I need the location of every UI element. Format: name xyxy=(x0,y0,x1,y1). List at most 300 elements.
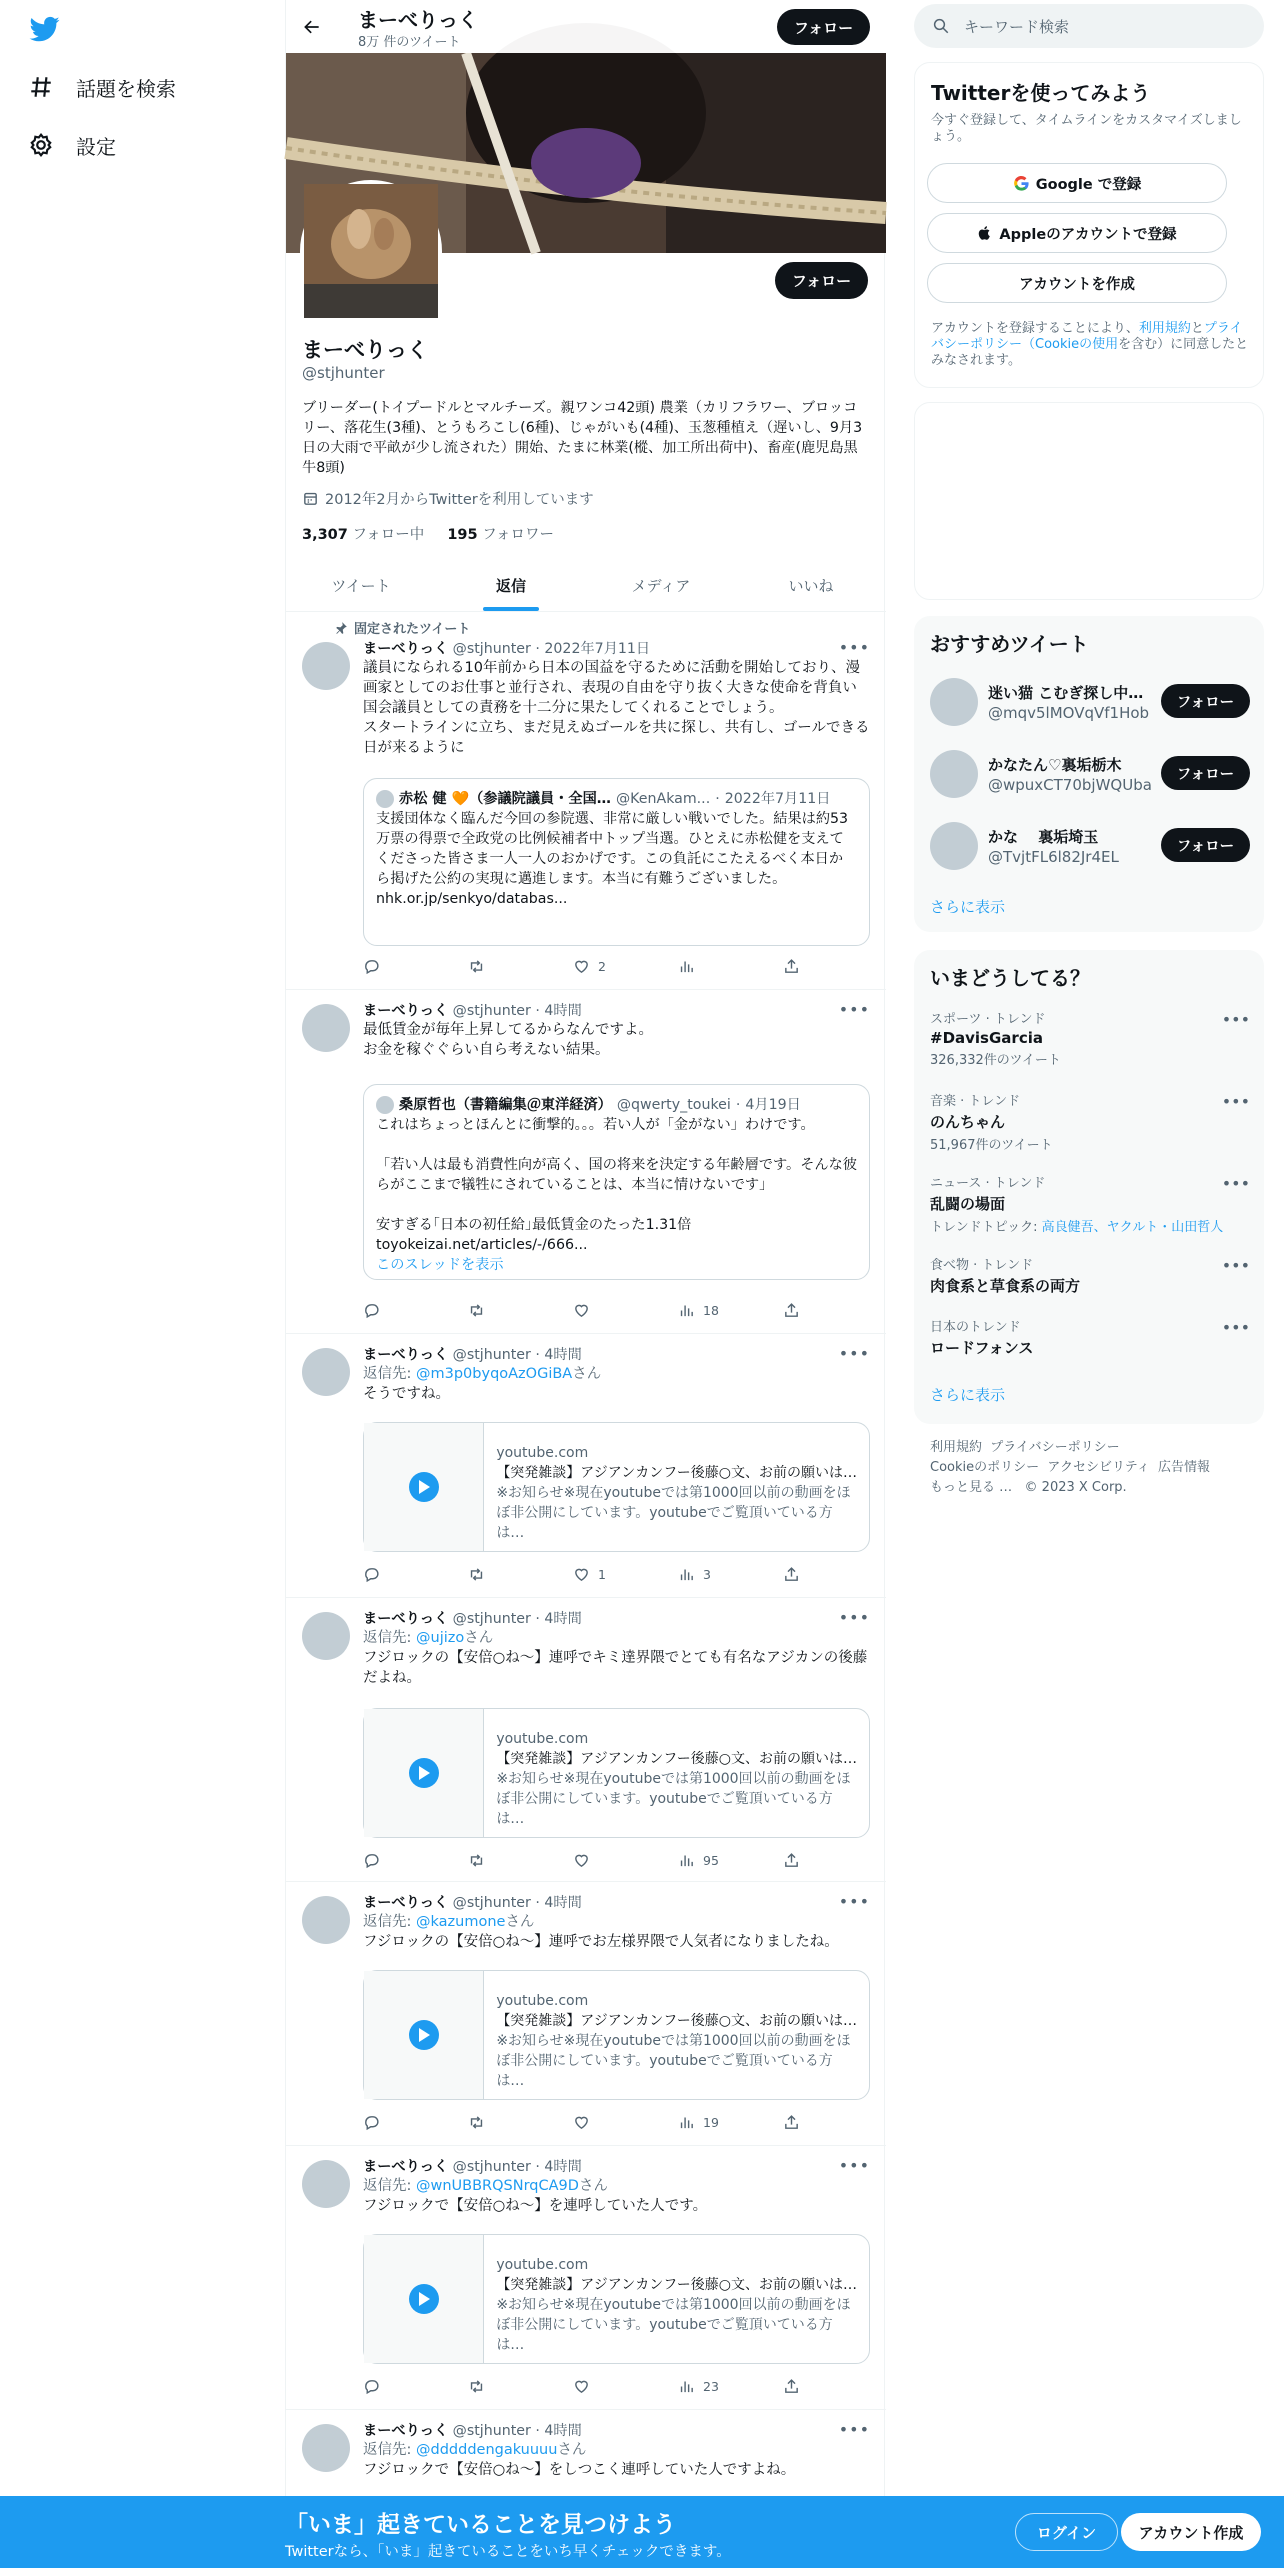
signup-title: Twitterを使ってみよう xyxy=(931,81,1151,105)
quote-handle: @KenAkam... xyxy=(615,791,711,807)
author-name[interactable]: まーべりっく xyxy=(363,1003,449,1019)
views-count: 19 xyxy=(703,2114,719,2130)
quote-avatar xyxy=(376,1096,394,1114)
card-title: 【突発雑談】アジアンカンフー後藤○文、お前の願いは… xyxy=(496,1465,857,1481)
share-button[interactable] xyxy=(783,2112,803,2132)
reply-icon xyxy=(363,2114,380,2131)
quote-tweet[interactable]: 桑原哲也（書籍編集＠東洋経済） @qwerty_toukei · 4月19日 これはちょっとほんとに衝撃的。。。若い人が「金がない」わけです。 「若い人は最も消費性向が高く、国の将来を決定する年齢層です。そんな彼らがここまで犠牲にされていることは、本当に情けないです」 安すぎる｢日本の初任給｣最低賃金のたった1.31倍 toyokeizai.net/articles/-/666... このスレッドを表示 xyxy=(363,1084,870,1280)
nav-explore[interactable] xyxy=(28,67,176,107)
card-domain: youtube.com xyxy=(496,1731,589,1747)
more-icon[interactable]: ••• xyxy=(1221,1174,1250,1193)
card-description: ※お知らせ※現在youtubeでは第1000回以前の動画をほぼ非公開にしています。youtubeでご覧頂いている方は… xyxy=(496,1771,851,1827)
more-icon[interactable]: ••• xyxy=(838,1000,870,1019)
trend-name: #DavisGarcia xyxy=(930,1029,1043,1047)
nav-settings-label: 設定 xyxy=(76,134,116,159)
avatar[interactable] xyxy=(302,642,350,690)
heart-icon xyxy=(573,2378,590,2395)
retweet-button[interactable] xyxy=(468,2112,548,2132)
trend-topics xyxy=(930,1216,1250,1235)
trend-item[interactable] xyxy=(930,1316,1250,1358)
reply-suffix: さん xyxy=(578,2178,608,2194)
heart-icon xyxy=(573,1302,590,1319)
tweet-text: フジロックで【安倍○ね〜】を連呼していた人です。 xyxy=(363,2198,708,2214)
terms-mid: と xyxy=(1190,321,1204,336)
views-button[interactable] xyxy=(678,1850,758,1870)
gear-icon xyxy=(28,132,54,158)
views-count: 23 xyxy=(703,2378,719,2394)
retweet-button[interactable] xyxy=(468,956,548,976)
tab-replies[interactable]: 返信 xyxy=(436,560,586,611)
author-name[interactable]: まーべりっく xyxy=(363,1611,449,1627)
retweet-button[interactable] xyxy=(468,2376,548,2396)
retweet-icon xyxy=(468,1852,485,1869)
tab-likes[interactable]: いいね xyxy=(788,577,834,595)
signup-button[interactable]: アカウント作成 xyxy=(1121,2513,1261,2551)
trend-name: 乱闘の場面 xyxy=(930,1195,1006,1213)
card-thumbnail xyxy=(364,1423,484,1551)
main-column xyxy=(285,0,885,2568)
retweet-icon xyxy=(468,2114,485,2131)
author-handle[interactable]: @stjhunter xyxy=(452,2159,531,2175)
reply-to-link[interactable]: @kazumone xyxy=(416,1914,506,1930)
follow-button[interactable]: フォロー xyxy=(1161,756,1250,790)
profile-follow-button[interactable]: フォロー xyxy=(775,262,868,299)
reply-to-line xyxy=(363,1628,870,1648)
views-button[interactable] xyxy=(678,1300,758,1320)
play-icon xyxy=(409,2020,439,2050)
author-handle[interactable]: @stjhunter xyxy=(452,1003,531,1019)
profile-handle: @stjhunter xyxy=(302,364,385,382)
share-button[interactable] xyxy=(783,1564,803,1584)
quote-link[interactable]: toyokeizai.net/articles/-/666... xyxy=(376,1237,588,1253)
like-button[interactable] xyxy=(573,2376,653,2396)
card-description: ※お知らせ※現在youtubeでは第1000回以前の動画をほぼ非公開にしています。youtubeでご覧頂いている方は… xyxy=(496,1485,851,1541)
create-account-button[interactable] xyxy=(927,263,1227,303)
tweet-time[interactable]: 4時間 xyxy=(544,2159,582,2175)
reply-to-line xyxy=(363,2440,870,2460)
views-count: 18 xyxy=(703,1302,719,1318)
card-domain: youtube.com xyxy=(496,1445,589,1461)
avatar[interactable] xyxy=(930,822,978,870)
reply-to-link[interactable]: @m3p0byqoAzOGiBA xyxy=(416,1366,573,1382)
trend-name: のんちゃん xyxy=(930,1113,1006,1131)
create-account-label: アカウントを作成 xyxy=(1019,276,1135,293)
heart-icon xyxy=(573,958,590,975)
suggested-user[interactable] xyxy=(930,818,1250,874)
profile-header-bar xyxy=(286,0,886,53)
retweet-button[interactable] xyxy=(468,1564,548,1584)
share-button[interactable] xyxy=(783,1300,803,1320)
footer-copyright: © 2023 X Corp. xyxy=(1024,1480,1127,1495)
google-icon xyxy=(1013,175,1030,192)
more-icon[interactable]: ••• xyxy=(838,1892,870,1911)
avatar[interactable] xyxy=(302,1348,350,1396)
more-icon[interactable]: ••• xyxy=(838,1608,870,1627)
author-handle[interactable]: @stjhunter xyxy=(452,1347,531,1363)
trend-item[interactable] xyxy=(930,1254,1250,1296)
more-icon[interactable]: ••• xyxy=(1221,1318,1250,1337)
signup-terms xyxy=(931,321,1251,369)
google-signup-button[interactable] xyxy=(927,163,1227,203)
following-label: フォロー中 xyxy=(352,527,425,543)
suggested-user[interactable] xyxy=(930,674,1250,730)
link-card[interactable] xyxy=(363,1422,870,1552)
recommended-box xyxy=(914,616,1264,932)
follow-button[interactable]: フォロー xyxy=(1161,684,1250,718)
tweet-header: まーべりっく @stjhunter · 4時間 xyxy=(363,1895,582,1911)
quote-link[interactable]: nhk.or.jp/senkyo/databas... xyxy=(376,891,568,907)
suggested-name: 迷い猫 こむぎ探し中… xyxy=(988,684,1144,702)
views-icon xyxy=(678,1302,695,1319)
tweet-actions xyxy=(363,2112,803,2132)
quote-author: 桑原哲也（書籍編集＠東洋経済） xyxy=(399,1097,612,1113)
suggested-handle: @wpuxCT70bjWQUba xyxy=(988,776,1152,794)
tweet[interactable] xyxy=(286,1882,886,2146)
nav-explore-label: 話題を検索 xyxy=(76,76,176,101)
views-button[interactable] xyxy=(678,956,758,976)
apple-icon xyxy=(977,225,993,241)
following-link[interactable] xyxy=(302,527,424,543)
trends-show-more[interactable]: さらに表示 xyxy=(930,1386,1006,1404)
footer-links xyxy=(930,1438,1250,1498)
card-description: ※お知らせ※現在youtubeでは第1000回以前の動画をほぼ非公開にしています。youtubeでご覧頂いている方は… xyxy=(496,2033,851,2089)
views-button[interactable] xyxy=(678,2112,758,2132)
apple-signup-button[interactable] xyxy=(927,213,1227,253)
reply-to-link[interactable]: @wnUBBRQSNrqCA9D xyxy=(416,2178,579,2194)
share-icon xyxy=(783,1566,800,1583)
author-handle[interactable]: @stjhunter xyxy=(452,641,531,657)
reply-button[interactable] xyxy=(363,2376,443,2396)
share-button[interactable] xyxy=(783,956,803,976)
reply-icon xyxy=(363,2378,380,2395)
card-title: 【突発雑談】アジアンカンフー後藤○文、お前の願いは… xyxy=(496,2013,857,2029)
trends-title: いまどうしてる？ xyxy=(930,966,1090,990)
views-button[interactable] xyxy=(678,1564,758,1584)
twitter-logo-icon[interactable] xyxy=(28,14,62,44)
like-count: 1 xyxy=(598,1566,606,1582)
tweet-time[interactable]: 4時間 xyxy=(544,1003,582,1019)
share-icon xyxy=(783,958,800,975)
suggested-handle: @TvjtFL6l82Jr4EL xyxy=(988,848,1119,866)
card-thumbnail xyxy=(364,1971,484,2099)
views-icon xyxy=(678,1566,695,1583)
quote-text: これはちょっとほんとに衝撃的。。。若い人が「金がない」わけです。 「若い人は最も消費性向が高く、国の将来を決定する年齢層です。そんな彼らがここまで犠牲にされていることは、本当に情けないです」 安すぎる｢日本の初任給｣最低賃金のたった1.31倍 xyxy=(376,1117,857,1233)
trend-name: 肉食系と草食系の両方 xyxy=(930,1277,1081,1295)
card-title: 【突発雑談】アジアンカンフー後藤○文、お前の願いは… xyxy=(496,1751,857,1767)
reply-suffix: さん xyxy=(464,1630,494,1646)
suggested-name: かなたん♡裏垢栃木 xyxy=(988,756,1122,774)
reply-to-link[interactable]: @ujizo xyxy=(416,1630,465,1646)
views-count: 3 xyxy=(703,1566,711,1582)
header-tweet-count: 8万 件のツイート xyxy=(358,35,461,50)
suggested-user[interactable] xyxy=(930,746,1250,802)
heart-icon xyxy=(573,2114,590,2131)
link-card[interactable] xyxy=(363,2234,870,2364)
author-handle[interactable]: @stjhunter xyxy=(452,1895,531,1911)
more-icon[interactable]: ••• xyxy=(838,2420,870,2439)
followers-link[interactable] xyxy=(447,527,554,543)
tweet-actions xyxy=(363,1850,803,1870)
trend-item[interactable] xyxy=(930,1008,1250,1068)
profile-stats xyxy=(302,523,554,544)
tweet-header: まーべりっく @stjhunter · 4時間 xyxy=(363,1347,582,1363)
share-icon xyxy=(783,2378,800,2395)
tweet[interactable] xyxy=(286,1598,886,1882)
author-name[interactable]: まーべりっく xyxy=(363,2423,449,2439)
bottom-signup-bar xyxy=(0,2496,1284,2568)
views-button[interactable] xyxy=(678,2376,758,2396)
reply-icon xyxy=(363,1852,380,1869)
share-button[interactable] xyxy=(783,1850,803,1870)
reply-to-line xyxy=(363,1912,870,1932)
profile-joined xyxy=(302,488,594,509)
reply-button[interactable] xyxy=(363,1850,443,1870)
card-title: 【突発雑談】アジアンカンフー後藤○文、お前の願いは… xyxy=(496,2277,857,2293)
tweet-text: 議員になられる10年前から日本の国益を守るために活動を開始しており、漫画家としてのお仕事と並行され、表現の自由を守り抜く大きな使命を背負い国会議員としての責務を十二分に果たしてくれることでしょう。 スタートラインに立ち、まだ見えぬゴールを共に探し、共有し、ゴールできる日が来るように xyxy=(363,660,870,756)
share-icon xyxy=(783,1852,800,1869)
share-button[interactable] xyxy=(783,2376,803,2396)
quote-handle: @qwerty_toukei xyxy=(616,1097,731,1113)
tweet-header: まーべりっく @stjhunter · 4時間 xyxy=(363,2423,582,2439)
like-button[interactable] xyxy=(573,1850,653,1870)
author-name[interactable]: まーべりっく xyxy=(363,641,449,657)
card-description: ※お知らせ※現在youtubeでは第1000回以前の動画をほぼ非公開にしています。youtubeでご覧頂いている方は… xyxy=(496,2297,851,2353)
bottom-subtitle: Twitterなら、「いま」起きていることをいち早くチェックできます。 xyxy=(285,2544,731,2560)
like-button[interactable] xyxy=(573,2112,653,2132)
follow-button[interactable]: フォロー xyxy=(1161,828,1250,862)
footer-ads[interactable]: 広告情報 xyxy=(1157,1460,1210,1475)
footer-accessibility[interactable]: アクセシビリティ xyxy=(1047,1460,1150,1475)
reply-suffix: さん xyxy=(505,1914,535,1930)
joined-text: 2012年2月からTwitterを利用しています xyxy=(325,492,594,508)
bottom-title: 「いま」起きていることを見つけよう xyxy=(285,2512,676,2538)
profile-avatar[interactable] xyxy=(300,180,442,322)
avatar[interactable] xyxy=(302,2424,350,2472)
reply-icon xyxy=(363,1302,380,1319)
like-button[interactable] xyxy=(573,1564,653,1584)
trend-count: 326,332件のツイート xyxy=(930,1053,1061,1068)
tweet-time[interactable]: 2022年7月11日 xyxy=(544,641,651,657)
reply-suffix: さん xyxy=(557,2442,587,2458)
quote-avatar xyxy=(376,790,394,808)
retweet-icon xyxy=(468,1302,485,1319)
trend-category: ニュース · トレンド xyxy=(930,1176,1046,1191)
tweet-time[interactable]: 4時間 xyxy=(544,1611,582,1627)
footer-privacy[interactable]: プライバシーポリシー xyxy=(990,1440,1120,1455)
trend-count: 51,967件のツイート xyxy=(930,1138,1053,1153)
retweet-button[interactable] xyxy=(468,1300,548,1320)
author-handle[interactable]: @stjhunter xyxy=(452,1611,531,1627)
login-button[interactable]: ログイン xyxy=(1015,2513,1118,2551)
avatar[interactable] xyxy=(930,678,978,726)
like-button[interactable] xyxy=(573,1300,653,1320)
author-name[interactable]: まーべりっく xyxy=(363,1347,449,1363)
tweet-time[interactable]: 4時間 xyxy=(544,2423,582,2439)
ad-placeholder xyxy=(914,402,1264,600)
reply-prefix: 返信先: xyxy=(363,1914,416,1930)
tweet-header: まーべりっく @stjhunter · 4時間 xyxy=(363,1611,582,1627)
tab-media[interactable]: メディア xyxy=(631,577,691,595)
play-icon xyxy=(409,1758,439,1788)
tweet-header: まーべりっく @stjhunter · 4時間 xyxy=(363,1003,582,1019)
trend-item[interactable] xyxy=(930,1090,1250,1153)
tweet-text: フジロックの【安倍○ね〜】連呼でお左様界隈で人気者になりましたね。 xyxy=(363,1934,839,1950)
retweet-icon xyxy=(468,2378,485,2395)
followers-count: 195 xyxy=(447,527,478,543)
more-icon[interactable]: ••• xyxy=(1221,1092,1250,1111)
signup-box xyxy=(914,62,1264,388)
footer-terms[interactable]: 利用規約 xyxy=(930,1440,983,1455)
reply-prefix: 返信先: xyxy=(363,2178,416,2194)
more-icon[interactable]: ••• xyxy=(838,1344,870,1363)
reply-button[interactable] xyxy=(363,2112,443,2132)
trend-item[interactable] xyxy=(930,1172,1250,1235)
show-thread-link[interactable]: このスレッドを表示 xyxy=(376,1257,504,1273)
more-icon[interactable]: ••• xyxy=(838,638,870,657)
footer-more[interactable]: もっと見る … xyxy=(930,1480,1013,1495)
trend-category: 食べ物 · トレンド xyxy=(930,1258,1034,1273)
card-domain: youtube.com xyxy=(496,2257,589,2273)
link-card[interactable] xyxy=(363,1970,870,2100)
tweet-time[interactable]: 4時間 xyxy=(544,1895,582,1911)
reply-to-line xyxy=(363,1364,870,1384)
retweet-icon xyxy=(468,958,485,975)
recommended-show-more[interactable]: さらに表示 xyxy=(930,898,1006,916)
share-icon xyxy=(783,2114,800,2131)
reply-button[interactable] xyxy=(363,1564,443,1584)
quote-author: 赤松 健 🧡（参議院議員・全国… xyxy=(399,791,611,807)
author-name[interactable]: まーべりっく xyxy=(363,2159,449,2175)
suggested-handle: @mqv5lMOVqVf1Hob xyxy=(988,704,1150,722)
trend-topics-prefix: トレンドトピック: xyxy=(930,1220,1042,1235)
play-icon xyxy=(409,2284,439,2314)
avatar[interactable] xyxy=(302,2160,350,2208)
tweet-text: フジロックの【安倍○ね～】連呼でキミ達界隈でとても有名なアジカンの後藤だよね。 xyxy=(363,1650,868,1686)
terms-link[interactable]: 利用規約 xyxy=(1138,321,1191,336)
heart-icon xyxy=(573,1566,590,1583)
views-icon xyxy=(678,2114,695,2131)
reply-button[interactable] xyxy=(363,956,443,976)
card-domain: youtube.com xyxy=(496,1993,589,2009)
tweet-actions xyxy=(363,2376,803,2396)
search-placeholder: キーワード検索 xyxy=(964,17,1070,36)
tab-tweets[interactable]: ツイート xyxy=(331,577,391,595)
quote-time: 4月19日 xyxy=(745,1097,801,1113)
tweet[interactable] xyxy=(286,1334,886,1598)
heart-icon xyxy=(573,1852,590,1869)
search-icon xyxy=(932,17,950,35)
tweet-text: フジロックで【安倍○ね〜】をしつこく連呼していた人ですよね。 xyxy=(363,2462,796,2478)
terms-pre: アカウントを登録することにより、 xyxy=(931,321,1139,336)
profile-bio: ブリーダー(トイプードルとマルチーズ。親ワンコ42頭) 農業（カリフラワー、ブロッコリー、落花生(3種)、とうもろこし(6種)、じゃがいも(4種)、玉葱種植え（遅いし、9月3日の大雨で平畝が少し流された）開始、たまに林業(樅、加工所出荷中)、畜産(鹿児島黒牛8頭) xyxy=(302,400,863,476)
back-arrow-icon[interactable] xyxy=(298,13,326,41)
link-card[interactable] xyxy=(363,1708,870,1838)
trend-category: 日本のトレンド xyxy=(930,1320,1021,1335)
more-icon[interactable]: ••• xyxy=(1221,1256,1250,1275)
search-input[interactable] xyxy=(914,4,1264,48)
card-thumbnail xyxy=(364,2235,484,2363)
tweet[interactable] xyxy=(286,612,886,990)
trend-category: 音楽 · トレンド xyxy=(930,1094,1021,1109)
reply-prefix: 返信先: xyxy=(363,1366,416,1382)
tweet-time[interactable]: 4時間 xyxy=(544,1347,582,1363)
trend-topic-links[interactable]: 高良健吾、ヤクルト・山田哲人 xyxy=(1041,1220,1224,1235)
views-count: 95 xyxy=(703,1852,719,1868)
reply-to-link[interactable]: @dddddengakuuuu xyxy=(416,2442,558,2458)
quote-tweet[interactable]: 赤松 健 🧡（参議院議員・全国… @KenAkam... · 2022年7月11日 支援団体なく臨んだ今回の参院選、非常に厳しい戦いでした。結果は約53万票の得票で全政党の比例候補者中トップ当選。ひとえに赤松健を支えてくださった皆さま一人一人のおかげです。この負託にこたえるべく本日から掲げた公約の実現に邁進します。本当に有難うございました。 nhk.or.jp/senkyo/databas... xyxy=(363,778,870,946)
tweet-actions xyxy=(363,1564,803,1584)
reply-to-line xyxy=(363,2176,870,2196)
tweet-actions xyxy=(363,956,803,976)
trend-name: ロードフォンス xyxy=(930,1339,1034,1357)
google-signup-label: Google で登録 xyxy=(1035,176,1142,193)
following-count: 3,307 xyxy=(302,527,348,543)
retweet-icon xyxy=(468,1566,485,1583)
tweet-header: まーべりっく @stjhunter · 4時間 xyxy=(363,2159,582,2175)
reply-prefix: 返信先: xyxy=(363,1630,416,1646)
header-follow-button[interactable]: フォロー xyxy=(777,9,870,45)
tweet-header: まーべりっく @stjhunter · 2022年7月11日 xyxy=(363,641,651,657)
author-handle[interactable]: @stjhunter xyxy=(452,2423,531,2439)
terms-post: を含む）に同意したとみなされます。 xyxy=(931,337,1249,368)
tweet[interactable] xyxy=(286,990,886,1334)
nav-settings[interactable] xyxy=(28,125,116,165)
views-icon xyxy=(678,2378,695,2395)
apple-signup-label: Appleのアカウントで登録 xyxy=(999,226,1177,243)
reply-icon xyxy=(363,958,380,975)
views-icon xyxy=(678,958,695,975)
hashtag-icon xyxy=(28,74,54,100)
left-nav xyxy=(0,0,285,2568)
suggested-name: かな 裏垢埼玉 xyxy=(988,828,1099,846)
calendar-icon xyxy=(302,490,319,507)
trend-category: スポーツ · トレンド xyxy=(930,1012,1046,1027)
avatar[interactable] xyxy=(302,1612,350,1660)
followers-label: フォロワー xyxy=(482,527,554,543)
profile-name: まーべりっく xyxy=(302,338,428,362)
tweet-text: 最低賃金が毎年上昇してるからなんですよ。 お金を稼ぐぐらい自ら考えない結果。 xyxy=(363,1022,653,1058)
avatar[interactable] xyxy=(930,750,978,798)
more-icon[interactable]: ••• xyxy=(838,2156,870,2175)
author-name[interactable]: まーべりっく xyxy=(363,1895,449,1911)
avatar[interactable] xyxy=(302,1004,350,1052)
avatar[interactable] xyxy=(302,1896,350,1944)
views-icon xyxy=(678,1852,695,1869)
pinned-indicator xyxy=(334,618,470,637)
like-button[interactable] xyxy=(573,956,653,976)
like-count: 2 xyxy=(598,958,606,974)
quote-text: 支援団体なく臨んだ今回の参院選、非常に厳しい戦いでした。結果は約53万票の得票で全政党の比例候補者中トップ当選。ひとえに赤松健を支えてくださった皆さま一人一人のおかげです。この負託にこたえるべく本日から掲げた公約の実現に邁進します。本当に有難うございました。 xyxy=(376,811,849,887)
tweet-actions xyxy=(363,1300,803,1320)
header-name: まーべりっく xyxy=(358,8,478,32)
play-icon xyxy=(409,1472,439,1502)
reply-prefix: 返信先: xyxy=(363,2442,416,2458)
more-icon[interactable]: ••• xyxy=(1221,1010,1250,1029)
quote-time: 2022年7月11日 xyxy=(724,791,831,807)
trends-box xyxy=(914,950,1264,1424)
footer-cookie[interactable]: Cookieのポリシー xyxy=(930,1460,1040,1475)
card-thumbnail xyxy=(364,1709,484,1837)
retweet-button[interactable] xyxy=(468,1850,548,1870)
tweet[interactable] xyxy=(286,2146,886,2410)
share-icon xyxy=(783,1302,800,1319)
pin-icon xyxy=(334,621,348,635)
recommended-title: おすすめツイート xyxy=(930,632,1089,656)
privacy-link[interactable]: プライバシーポリシー（Cookieの使用 xyxy=(931,321,1243,352)
reply-button[interactable] xyxy=(363,1300,443,1320)
signup-subtitle: 今すぐ登録して、タイムラインをカスタマイズしましょう。 xyxy=(931,113,1242,144)
tweet-text: そうですね。 xyxy=(363,1386,450,1402)
